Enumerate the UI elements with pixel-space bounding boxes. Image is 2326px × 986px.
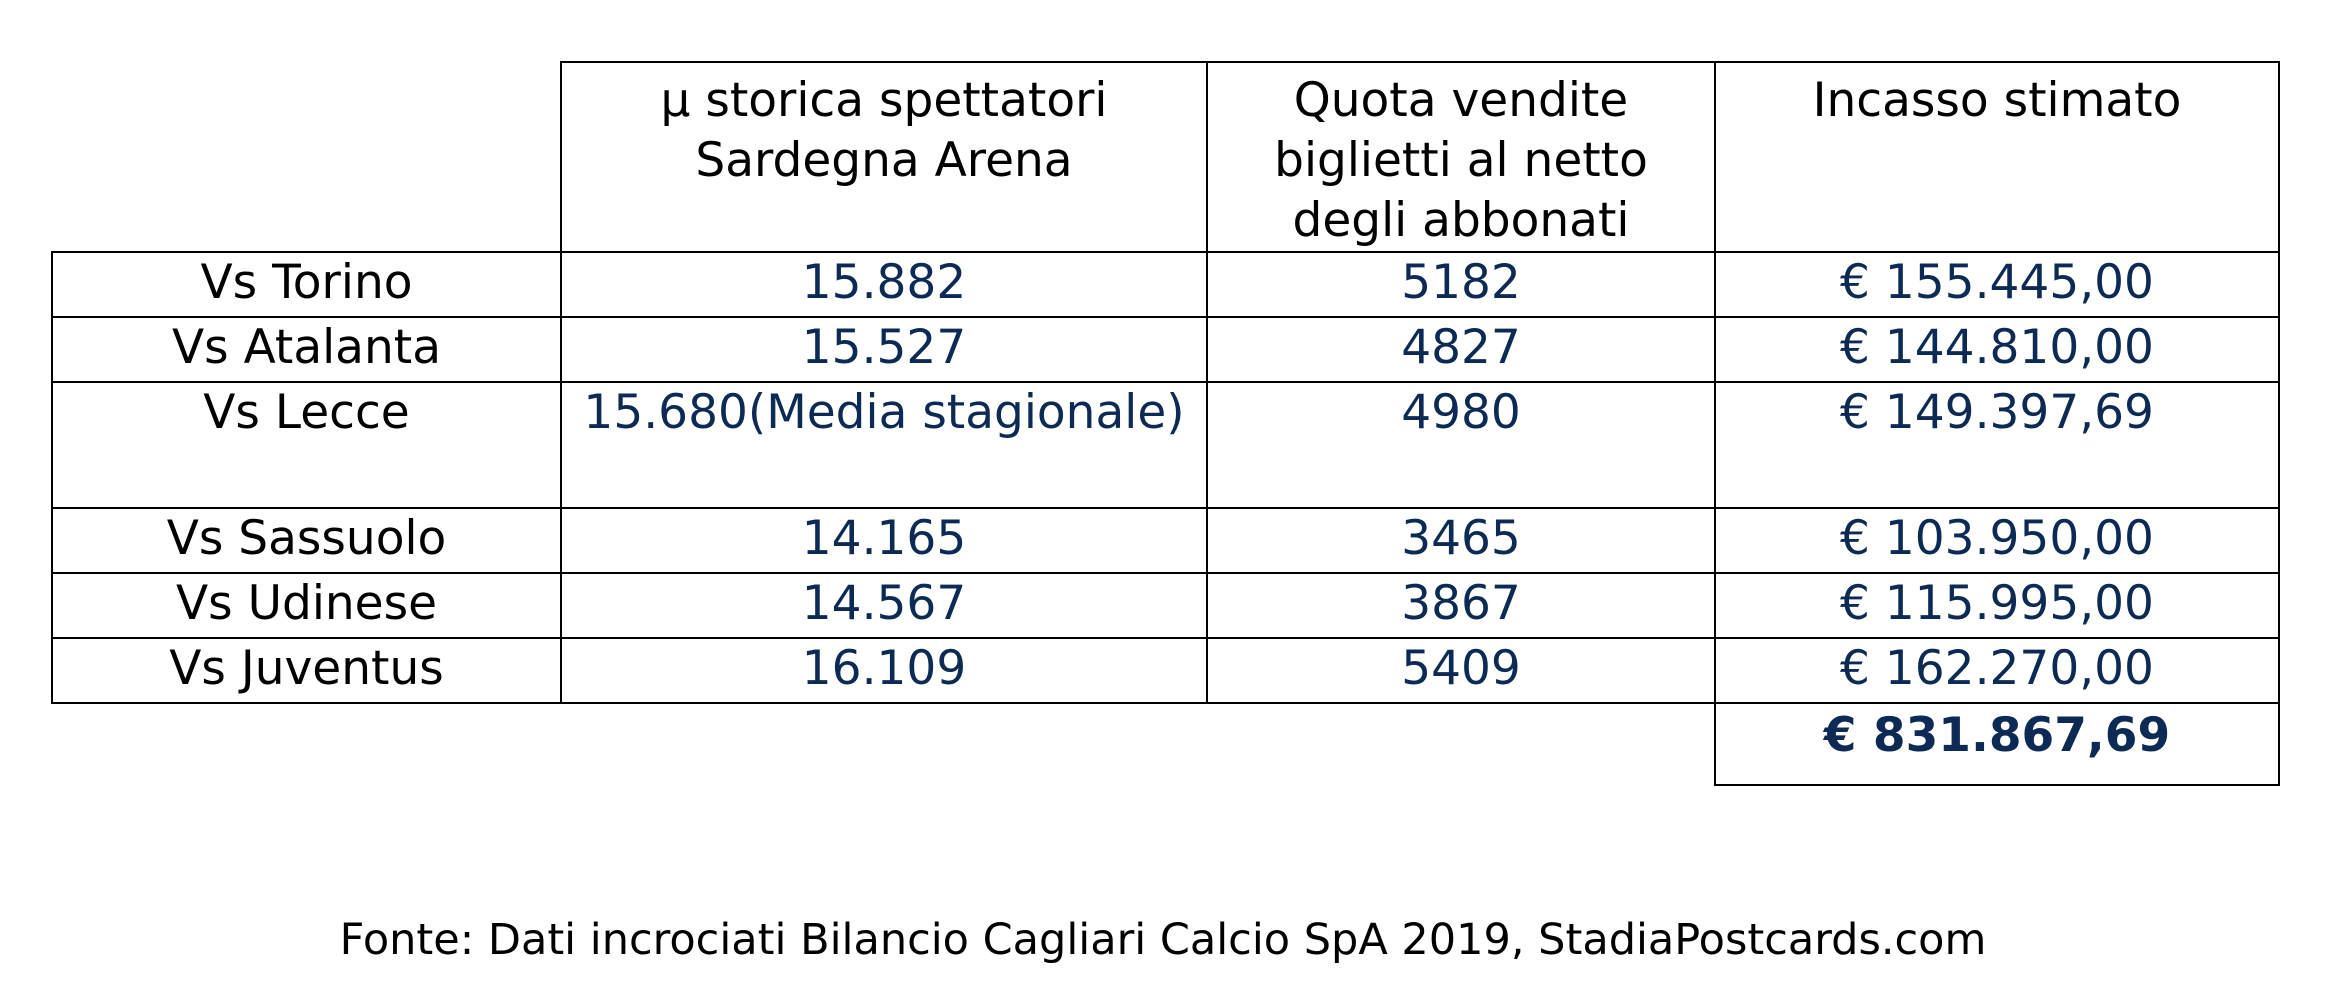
revenue-value: € 115.995,00 (1715, 573, 2279, 638)
ticket-quota-value: 3465 (1207, 508, 1715, 573)
total-row-spacer (52, 703, 1715, 785)
source-caption: Fonte: Dati incrociati Bilancio Cagliari Calcio SpA 2019, StadiaPostcards.com (339, 915, 1987, 965)
match-label: Vs Torino (52, 252, 561, 317)
revenue-value: € 155.445,00 (1715, 252, 2279, 317)
ticket-quota-value: 4827 (1207, 317, 1715, 382)
match-label: Vs Lecce (52, 382, 561, 508)
revenue-table (51, 61, 2280, 786)
total-row (52, 703, 2279, 785)
ticket-quota-value: 4980 (1207, 382, 1715, 508)
avg-spectators-value: 16.109 (561, 638, 1207, 703)
ticket-quota-value: 5409 (1207, 638, 1715, 703)
ticket-quota-value: 3867 (1207, 573, 1715, 638)
match-label: Vs Atalanta (52, 317, 561, 382)
avg-spectators-value: 15.527 (561, 317, 1207, 382)
avg-spectators-value: 14.165 (561, 508, 1207, 573)
header-ticket-quota: Quota vendite biglietti al netto degli abbonati (1207, 62, 1715, 252)
match-label: Vs Udinese (52, 573, 561, 638)
table-row (52, 638, 2279, 703)
revenue-value: € 144.810,00 (1715, 317, 2279, 382)
header-estimated-revenue: Incasso stimato (1715, 62, 2279, 252)
table-row (52, 252, 2279, 317)
avg-spectators-value: 14.567 (561, 573, 1207, 638)
table-row (52, 382, 2279, 508)
table-row (52, 317, 2279, 382)
total-revenue-value: € 831.867,69 (1715, 703, 2279, 785)
header-corner-cell (52, 62, 561, 252)
avg-spectators-value: 15.680(Media stagionale) (561, 382, 1207, 508)
match-label: Vs Sassuolo (52, 508, 561, 573)
header-avg-spectators: µ storica spettatori Sardegna Arena (561, 62, 1207, 252)
header-row (52, 62, 2279, 252)
revenue-value: € 162.270,00 (1715, 638, 2279, 703)
table-row (52, 573, 2279, 638)
avg-spectators-value: 15.882 (561, 252, 1207, 317)
match-label: Vs Juventus (52, 638, 561, 703)
ticket-quota-value: 5182 (1207, 252, 1715, 317)
revenue-value: € 103.950,00 (1715, 508, 2279, 573)
revenue-value: € 149.397,69 (1715, 382, 2279, 508)
table-row (52, 508, 2279, 573)
